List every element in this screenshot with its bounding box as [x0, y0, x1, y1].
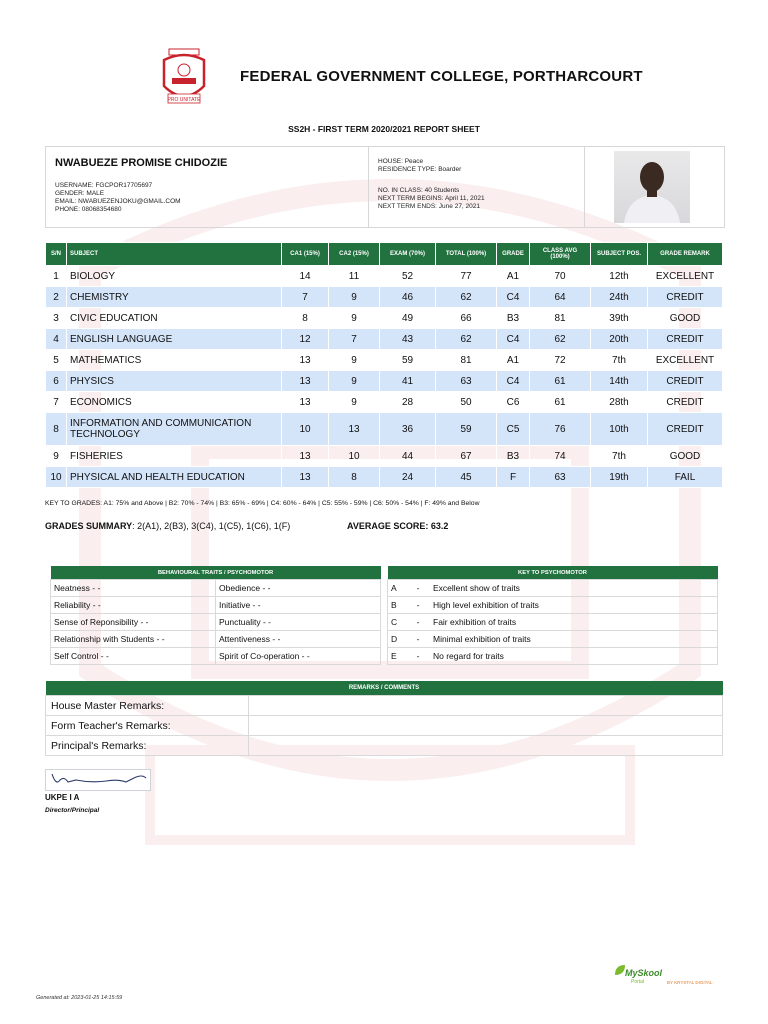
- trait-cell: Neatness - -: [51, 580, 216, 597]
- cell-total: 67: [436, 446, 497, 467]
- cell-subject: PHYSICS: [67, 371, 282, 392]
- trait-cell: Reliability - -: [51, 597, 216, 614]
- col-header-total: TOTAL (100%): [436, 243, 497, 266]
- cell-exam: 28: [380, 392, 436, 413]
- cell-subject: MATHEMATICS: [67, 350, 282, 371]
- term-details: [378, 187, 485, 211]
- traits-row: [51, 631, 381, 648]
- traits-row: [51, 597, 381, 614]
- cell-sn: 7: [46, 392, 67, 413]
- results-body: [46, 266, 723, 488]
- residence-details: [378, 158, 461, 174]
- psychomotor-row: [388, 580, 718, 597]
- cell-total: 81: [436, 350, 497, 371]
- psychomotor-row: [388, 648, 718, 665]
- brand-sub: Portal: [631, 979, 645, 985]
- cell-subject-pos: 39th: [591, 308, 648, 329]
- cell-exam: 49: [380, 308, 436, 329]
- info-divider: [584, 147, 585, 227]
- remark-row: [46, 716, 723, 736]
- cell-grade: B3: [497, 446, 530, 467]
- cell-sn: 10: [46, 467, 67, 488]
- table-row: [46, 413, 723, 446]
- psychomotor-key-title: KEY TO PSYCHOMOTOR: [388, 566, 718, 580]
- generated-timestamp: Generated at: 2023-01-25 14:15:59: [36, 995, 123, 1001]
- cell-exam: 59: [380, 350, 436, 371]
- grades-summary-label: GRADES SUMMARY: [45, 521, 133, 531]
- cell-sn: 8: [46, 413, 67, 446]
- cell-subject-pos: 20th: [591, 329, 648, 350]
- cell-total: 45: [436, 467, 497, 488]
- table-row: [46, 350, 723, 371]
- cell-subject: ECONOMICS: [67, 392, 282, 413]
- student-name: NWABUEZE PROMISE CHIDOZIE: [55, 157, 228, 169]
- cell-grade-remark: GOOD: [648, 308, 723, 329]
- student-details: [55, 182, 181, 214]
- cell-grade-remark: CREDIT: [648, 287, 723, 308]
- cell-total: 77: [436, 266, 497, 287]
- psychomotor-letter: B: [388, 597, 407, 614]
- cell-ca2: 13: [329, 413, 380, 446]
- trait-cell: Spirit of Co-operation - -: [216, 648, 381, 665]
- trait-cell: Attentiveness - -: [216, 631, 381, 648]
- cell-exam: 44: [380, 446, 436, 467]
- cell-grade: F: [497, 467, 530, 488]
- table-row: [46, 467, 723, 488]
- cell-grade: C4: [497, 371, 530, 392]
- cell-class-avg: 63: [530, 467, 591, 488]
- student-username: USERNAME: FGCPOR17705697: [55, 182, 153, 189]
- house-master-remarks-value: [249, 696, 723, 716]
- principal-signature: [45, 769, 151, 791]
- principals-remarks-label: Principal's Remarks:: [46, 736, 249, 756]
- cell-ca1: 12: [282, 329, 329, 350]
- cell-grade-remark: CREDIT: [648, 392, 723, 413]
- cell-ca2: 9: [329, 350, 380, 371]
- cell-grade-remark: CREDIT: [648, 413, 723, 446]
- brand-by: BY KRYSTAL DIGITAL: [667, 980, 713, 985]
- cell-grade: A1: [497, 266, 530, 287]
- psychomotor-desc: High level exhibition of traits: [430, 597, 718, 614]
- cell-ca1: 8: [282, 308, 329, 329]
- cell-ca1: 14: [282, 266, 329, 287]
- psychomotor-letter: C: [388, 614, 407, 631]
- table-row: [46, 266, 723, 287]
- psychomotor-dash: -: [406, 580, 430, 597]
- cell-exam: 52: [380, 266, 436, 287]
- student-gender: GENDER: MALE: [55, 190, 105, 197]
- cell-sn: 2: [46, 287, 67, 308]
- cell-ca1: 13: [282, 392, 329, 413]
- traits-row: [51, 648, 381, 665]
- cell-subject: PHYSICAL AND HEALTH EDUCATION: [67, 467, 282, 488]
- col-header-sn: S/N: [46, 243, 67, 266]
- cell-subject-pos: 7th: [591, 446, 648, 467]
- cell-class-avg: 74: [530, 446, 591, 467]
- form-teacher-remarks-value: [249, 716, 723, 736]
- psychomotor-desc: Fair exhibition of traits: [430, 614, 718, 631]
- cell-exam: 36: [380, 413, 436, 446]
- col-header-class-avg: CLASS AVG (100%): [530, 243, 591, 266]
- average-score: AVERAGE SCORE: 63.2: [347, 521, 449, 531]
- cell-exam: 41: [380, 371, 436, 392]
- student-photo: [614, 151, 690, 223]
- cell-subject-pos: 28th: [591, 392, 648, 413]
- cell-sn: 6: [46, 371, 67, 392]
- cell-total: 63: [436, 371, 497, 392]
- trait-cell: Relationship with Students - -: [51, 631, 216, 648]
- cell-grade-remark: EXCELLENT: [648, 350, 723, 371]
- cell-ca1: 10: [282, 413, 329, 446]
- next-term-ends: NEXT TERM ENDS: June 27, 2021: [378, 203, 481, 210]
- results-header-row: [46, 243, 723, 266]
- remarks-title: REMARKS / COMMENTS: [46, 681, 723, 696]
- cell-ca2: 10: [329, 446, 380, 467]
- student-email: EMAIL: NWABUEZENJOKU@GMAIL.COM: [55, 198, 181, 205]
- psychomotor-dash: -: [406, 597, 430, 614]
- form-teacher-remarks-label: Form Teacher's Remarks:: [46, 716, 249, 736]
- cell-class-avg: 72: [530, 350, 591, 371]
- grades-summary-value: : 2(A1), 2(B3), 3(C4), 1(C5), 1(C6), 1(F): [132, 521, 291, 531]
- brand-name: MySkool: [625, 968, 663, 978]
- cell-ca1: 13: [282, 371, 329, 392]
- cell-class-avg: 76: [530, 413, 591, 446]
- cell-grade-remark: CREDIT: [648, 329, 723, 350]
- logo-motto-text: PRO UNITATE: [167, 97, 201, 103]
- cell-subject: INFORMATION AND COMMUNICATION TECHNOLOGY: [67, 413, 282, 446]
- psychomotor-dash: -: [406, 614, 430, 631]
- cell-subject-pos: 12th: [591, 266, 648, 287]
- cell-grade-remark: GOOD: [648, 446, 723, 467]
- principals-remarks-value: [249, 736, 723, 756]
- cell-sn: 5: [46, 350, 67, 371]
- cell-ca2: 9: [329, 308, 380, 329]
- cell-subject-pos: 19th: [591, 467, 648, 488]
- psychomotor-desc: Minimal exhibition of traits: [430, 631, 718, 648]
- house-master-remarks-label: House Master Remarks:: [46, 696, 249, 716]
- next-term-begins: NEXT TERM BEGINS: April 11, 2021: [378, 195, 485, 202]
- psychomotor-letter: E: [388, 648, 407, 665]
- cell-ca2: 9: [329, 392, 380, 413]
- cell-subject: BIOLOGY: [67, 266, 282, 287]
- cell-subject-pos: 7th: [591, 350, 648, 371]
- cell-subject-pos: 10th: [591, 413, 648, 446]
- cell-total: 66: [436, 308, 497, 329]
- psychomotor-letter: D: [388, 631, 407, 648]
- cell-ca2: 7: [329, 329, 380, 350]
- psychomotor-key-table: [387, 566, 718, 665]
- cell-class-avg: 61: [530, 392, 591, 413]
- psychomotor-row: [388, 614, 718, 631]
- psychomotor-row: [388, 597, 718, 614]
- remark-row: [46, 696, 723, 716]
- myskool-portal-logo: [613, 963, 723, 991]
- table-row: [46, 329, 723, 350]
- psychomotor-row: [388, 631, 718, 648]
- cell-subject-pos: 24th: [591, 287, 648, 308]
- cell-exam: 24: [380, 467, 436, 488]
- cell-grade-remark: FAIL: [648, 467, 723, 488]
- cell-grade: A1: [497, 350, 530, 371]
- principal-name: UKPE I A: [45, 793, 80, 802]
- cell-subject: CIVIC EDUCATION: [67, 308, 282, 329]
- traits-row: [51, 614, 381, 631]
- col-header-ca2: CA2 (15%): [329, 243, 380, 266]
- col-header-subject: SUBJECT: [67, 243, 282, 266]
- cell-grade-remark: EXCELLENT: [648, 266, 723, 287]
- table-row: [46, 308, 723, 329]
- col-header-exam: EXAM (70%): [380, 243, 436, 266]
- table-row: [46, 446, 723, 467]
- cell-exam: 43: [380, 329, 436, 350]
- residence-type: RESIDENCE TYPE: Boarder: [378, 166, 462, 173]
- cell-ca2: 9: [329, 371, 380, 392]
- behavioural-traits-table: [50, 566, 381, 665]
- cell-sn: 9: [46, 446, 67, 467]
- student-phone: PHONE: 08068354680: [55, 206, 122, 213]
- key-to-grades: KEY TO GRADES: A1: 75% and Above | B2: 70% - 74% | B3: 65% - 69% | C4: 60% - 64% | C5: 55% - 59% | C6: 50% - 54% | F: 49% and Below: [45, 500, 480, 507]
- traits-row: [51, 580, 381, 597]
- cell-grade: C4: [497, 329, 530, 350]
- cell-subject: CHEMISTRY: [67, 287, 282, 308]
- school-crest-logo: [160, 48, 208, 106]
- col-header-grade: GRADE: [497, 243, 530, 266]
- col-header-subject-pos: SUBJECT POS.: [591, 243, 648, 266]
- results-table: [45, 242, 723, 488]
- principal-title: Director/Principal: [45, 807, 100, 814]
- remarks-table: [45, 681, 723, 756]
- psychomotor-dash: -: [406, 648, 430, 665]
- school-name: FEDERAL GOVERNMENT COLLEGE, PORTHARCOURT: [240, 68, 643, 85]
- student-house: HOUSE: Peace: [378, 158, 424, 165]
- cell-grade: C5: [497, 413, 530, 446]
- cell-total: 50: [436, 392, 497, 413]
- cell-grade: C4: [497, 287, 530, 308]
- cell-ca1: 7: [282, 287, 329, 308]
- trait-cell: Punctuality - -: [216, 614, 381, 631]
- psychomotor-dash: -: [406, 631, 430, 648]
- cell-total: 59: [436, 413, 497, 446]
- cell-sn: 3: [46, 308, 67, 329]
- cell-class-avg: 81: [530, 308, 591, 329]
- cell-ca2: 9: [329, 287, 380, 308]
- cell-subject: ENGLISH LANGUAGE: [67, 329, 282, 350]
- cell-grade: B3: [497, 308, 530, 329]
- cell-total: 62: [436, 287, 497, 308]
- cell-ca2: 8: [329, 467, 380, 488]
- cell-class-avg: 61: [530, 371, 591, 392]
- cell-ca1: 13: [282, 446, 329, 467]
- psychomotor-desc: No regard for traits: [430, 648, 718, 665]
- cell-class-avg: 64: [530, 287, 591, 308]
- cell-sn: 1: [46, 266, 67, 287]
- cell-ca1: 13: [282, 467, 329, 488]
- table-row: [46, 287, 723, 308]
- cell-grade: C6: [497, 392, 530, 413]
- cell-exam: 46: [380, 287, 436, 308]
- trait-cell: Initiative - -: [216, 597, 381, 614]
- cell-subject-pos: 14th: [591, 371, 648, 392]
- col-header-ca1: CA1 (15%): [282, 243, 329, 266]
- psychomotor-letter: A: [388, 580, 407, 597]
- cell-ca2: 11: [329, 266, 380, 287]
- report-sheet-title: SS2H - FIRST TERM 2020/2021 REPORT SHEET: [288, 124, 480, 134]
- behavioural-traits-title: BEHAVIOURAL TRAITS / PSYCHOMOTOR: [51, 566, 381, 580]
- info-divider: [368, 147, 369, 227]
- cell-sn: 4: [46, 329, 67, 350]
- trait-cell: Obedience - -: [216, 580, 381, 597]
- cell-ca1: 13: [282, 350, 329, 371]
- col-header-grade-remark: GRADE REMARK: [648, 243, 723, 266]
- table-row: [46, 392, 723, 413]
- cell-subject: FISHERIES: [67, 446, 282, 467]
- cell-grade-remark: CREDIT: [648, 371, 723, 392]
- cell-total: 62: [436, 329, 497, 350]
- trait-cell: Sense of Reponsibility - -: [51, 614, 216, 631]
- class-count: NO. IN CLASS: 40 Students: [378, 187, 460, 194]
- psychomotor-desc: Excellent show of traits: [430, 580, 718, 597]
- grades-summary: [45, 521, 290, 531]
- remark-row: [46, 736, 723, 756]
- cell-class-avg: 62: [530, 329, 591, 350]
- cell-class-avg: 70: [530, 266, 591, 287]
- trait-cell: Self Control - -: [51, 648, 216, 665]
- table-row: [46, 371, 723, 392]
